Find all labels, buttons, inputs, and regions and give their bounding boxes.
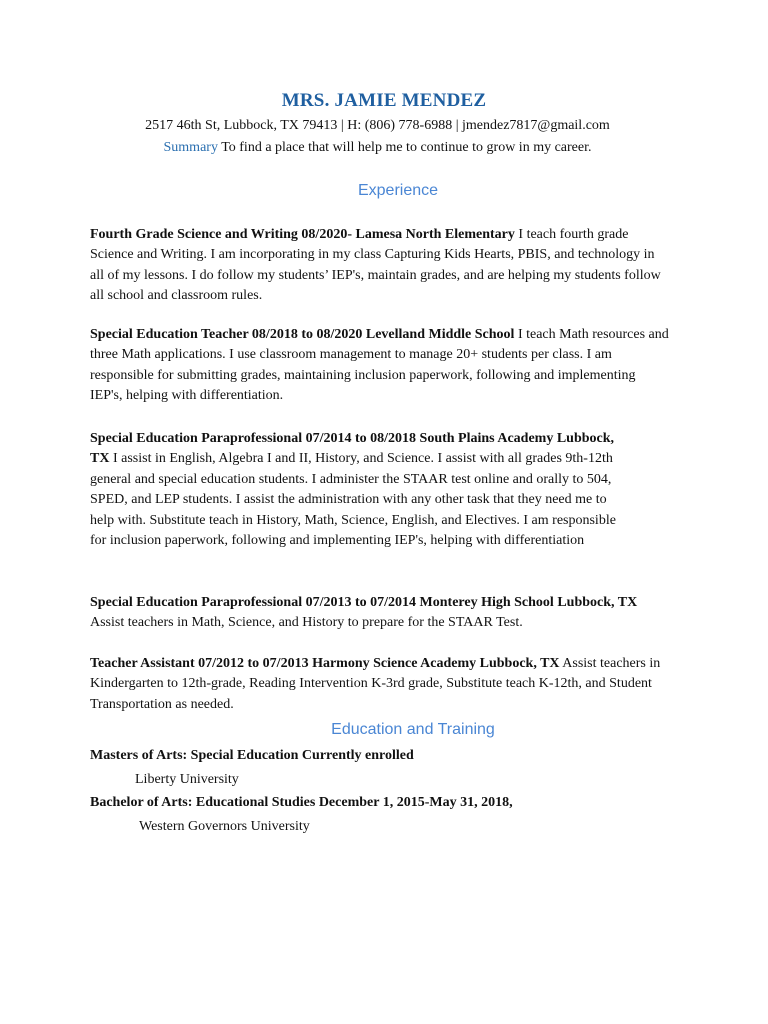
job-entry <box>90 429 620 551</box>
summary-label: Summary <box>163 140 218 155</box>
education-heading: Education and Training <box>331 721 495 738</box>
candidate-name: MRS. JAMIE MENDEZ <box>281 90 487 111</box>
job-entry <box>90 593 670 634</box>
contact-info: 2517 46th St, Lubbock, TX 79413 | H: (806) 778-6988 | jmendez7817@gmail.com <box>145 118 610 133</box>
job-entry <box>90 654 670 715</box>
job-entry <box>90 325 670 407</box>
job-title: Special Education Paraprofessional 07/2013 to 07/2014 Monterey High School Lubbock, TX <box>90 595 638 610</box>
summary-text: To find a place that will help me to continue to grow in my career. <box>217 140 592 155</box>
job-title: Teacher Assistant 07/2012 to 07/2013 Harmony Science Academy Lubbock, TX <box>90 656 560 671</box>
job-title: Special Education Teacher 08/2018 to 08/2020 Levelland Middle School <box>90 327 515 342</box>
job-title: Special Education Paraprofessional 07/2014 to 08/2018 South Plains Academy Lubbock, TX <box>90 431 615 467</box>
job-description: Assist teachers in Math, Science, and History to prepare for the STAAR Test. <box>90 615 523 631</box>
education-degree: Masters of Arts: Special Education Currently enrolled <box>90 748 414 763</box>
job-description: Assist teachers in Kindergarten to 12th-grade, Reading Intervention K-3rd grade, Substitute teach K-12th, and Student Transportation as needed. <box>90 656 661 712</box>
job-title: Fourth Grade Science and Writing 08/2020- Lamesa North Elementary <box>90 227 515 242</box>
job-description: I teach fourth grade Science and Writing. I am incorporating in my class Capturing Kids Hearts, PBIS, and technology in all of my lessons. I do follow my students’ IEP's, maintain grades, and are helping my students follow all school and classroom rules. <box>90 227 661 304</box>
education-school: Western Governors University <box>139 819 310 834</box>
job-entry <box>90 225 670 307</box>
summary <box>0 140 755 156</box>
education-degree: Bachelor of Arts: Educational Studies December 1, 2015-May 31, 2018, <box>90 795 513 810</box>
job-description: I assist in English, Algebra I and II, History, and Science. I assist with all grades 9th-12th general and special education students. I administer the STAAR test online and orally to 504, SPED, and LEP students. I assist the administration with any other task that they need me to help with. Substitute teach in History, Math, Science, English, and Electives. I am responsible for inclusion paperwork, following and implementing IEP's, helping with differentiation <box>90 451 616 549</box>
education-school: Liberty University <box>135 772 239 787</box>
experience-heading: Experience <box>357 182 439 199</box>
job-description: I teach Math resources and three Math applications. I use classroom management to manage 20+ students per class. I am responsible for submitting grades, maintaining inclusion paperwork, following and implementing IEP's, helping with differentiation. <box>90 327 669 404</box>
